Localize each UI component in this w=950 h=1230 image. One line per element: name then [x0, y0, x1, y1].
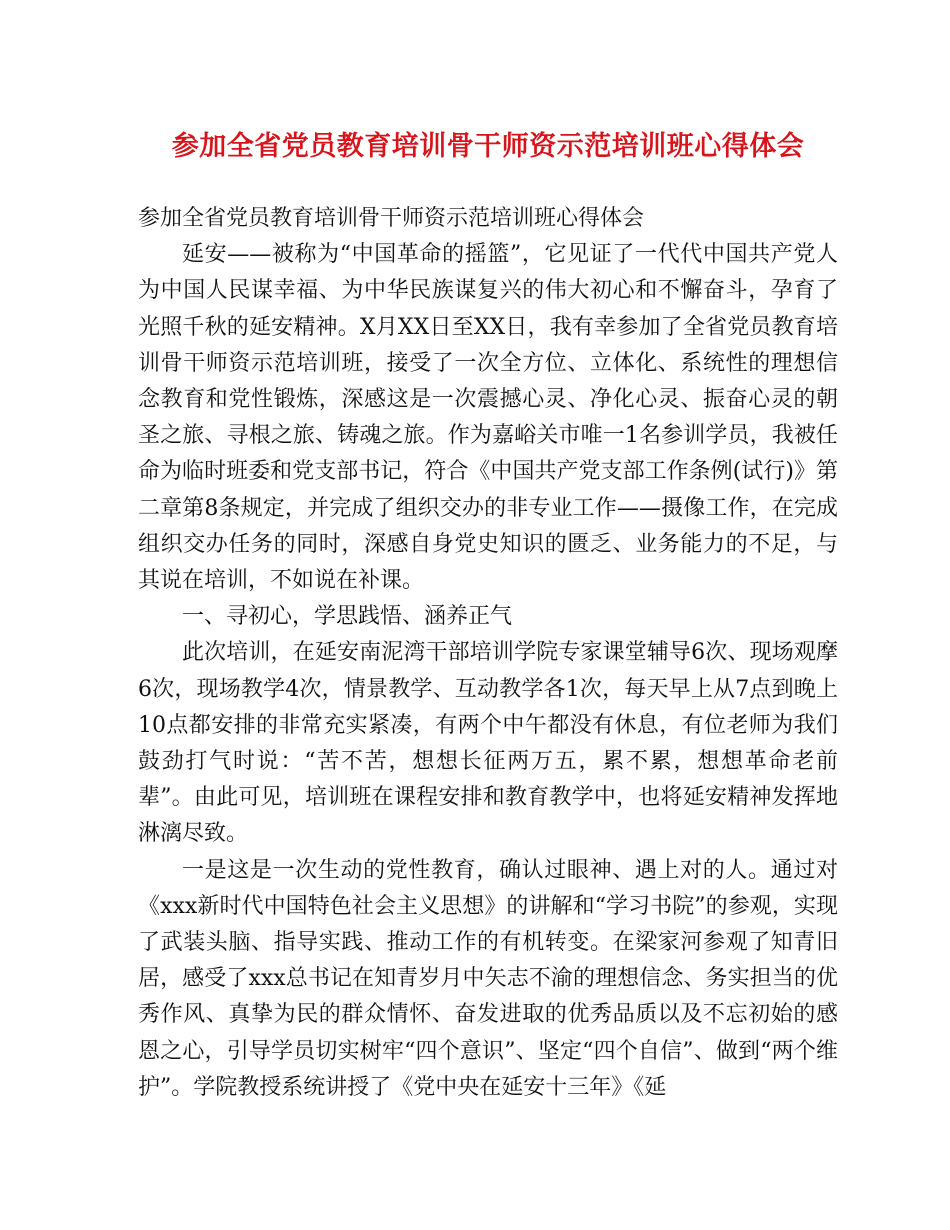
document-body: [138, 201, 838, 1106]
document-subtitle: 参加全省党员教育培训骨干师资示范培训班心得体会: [138, 206, 645, 231]
paragraph-intro: 延安——被称为“中国革命的摇篮”，它见证了一代代中国共产党人为中国人民谋幸福、为中华民族谋复兴的伟大初心和不懈奋斗，孕育了光照千秋的延安精神。X月XX日至XX日，我有幸参加了全省党员教育培训骨干师资示范培训班，接受了一次全方位、立体化、系统性的理想信念教育和党性锻炼，深感这是一次震撼心灵、净化心灵、振奋心灵的朝圣之旅、寻根之旅、铸魂之旅。作为嘉峪关市唯一1名参训学员，我被任命为临时班委和党支部书记，符合《中国共产党支部工作条例(试行)》第二章第8条规定，并完成了组织交办的非专业工作——摄像工作，在完成组织交办任务的同时，深感自身党史知识的匮乏、业务能力的不足，与其说在培训，不如说在补课。: [138, 242, 838, 594]
document-title: 参加全省党员教育培训骨干师资示范培训班心得体会: [171, 131, 805, 162]
paragraph-training: 此次培训，在延安南泥湾干部培训学院专家课堂辅导6次、现场观摩6次，现场教学4次，情景教学、互动教学各1次，每天早上从7点到晚上10点都安排的非常充实紧凑，有两个中午都没有休息，有位老师为我们鼓劲打气时说：“苦不苦，想想长征两万五，累不累，想想革命老前辈”。由此可见，培训班在课程安排和教育教学中，也将延安精神发挥地淋漓尽致。: [138, 640, 838, 847]
paragraph-party-education: 一是这是一次生动的党性教育，确认过眼神、遇上对的人。通过对《xxx新时代中国特色社会主义思想》的讲解和“学习书院”的参观，实现了武装头脑、指导实践、推动工作的有机转变。在梁家河参观了知青旧居，感受了xxx总书记在知青岁月中矢志不渝的理想信念、务实担当的优秀作风、真挚为民的群众情怀、奋发进取的优秀品质以及不忘初始的感恩之心，引导学员切实树牢“四个意识”、坚定“四个自信”、做到“两个维护”。学院教授系统讲授了《党中央在延安十三年》《延: [138, 857, 838, 1100]
section-heading: 一、寻初心，学思践悟、涵养正气: [182, 604, 513, 630]
